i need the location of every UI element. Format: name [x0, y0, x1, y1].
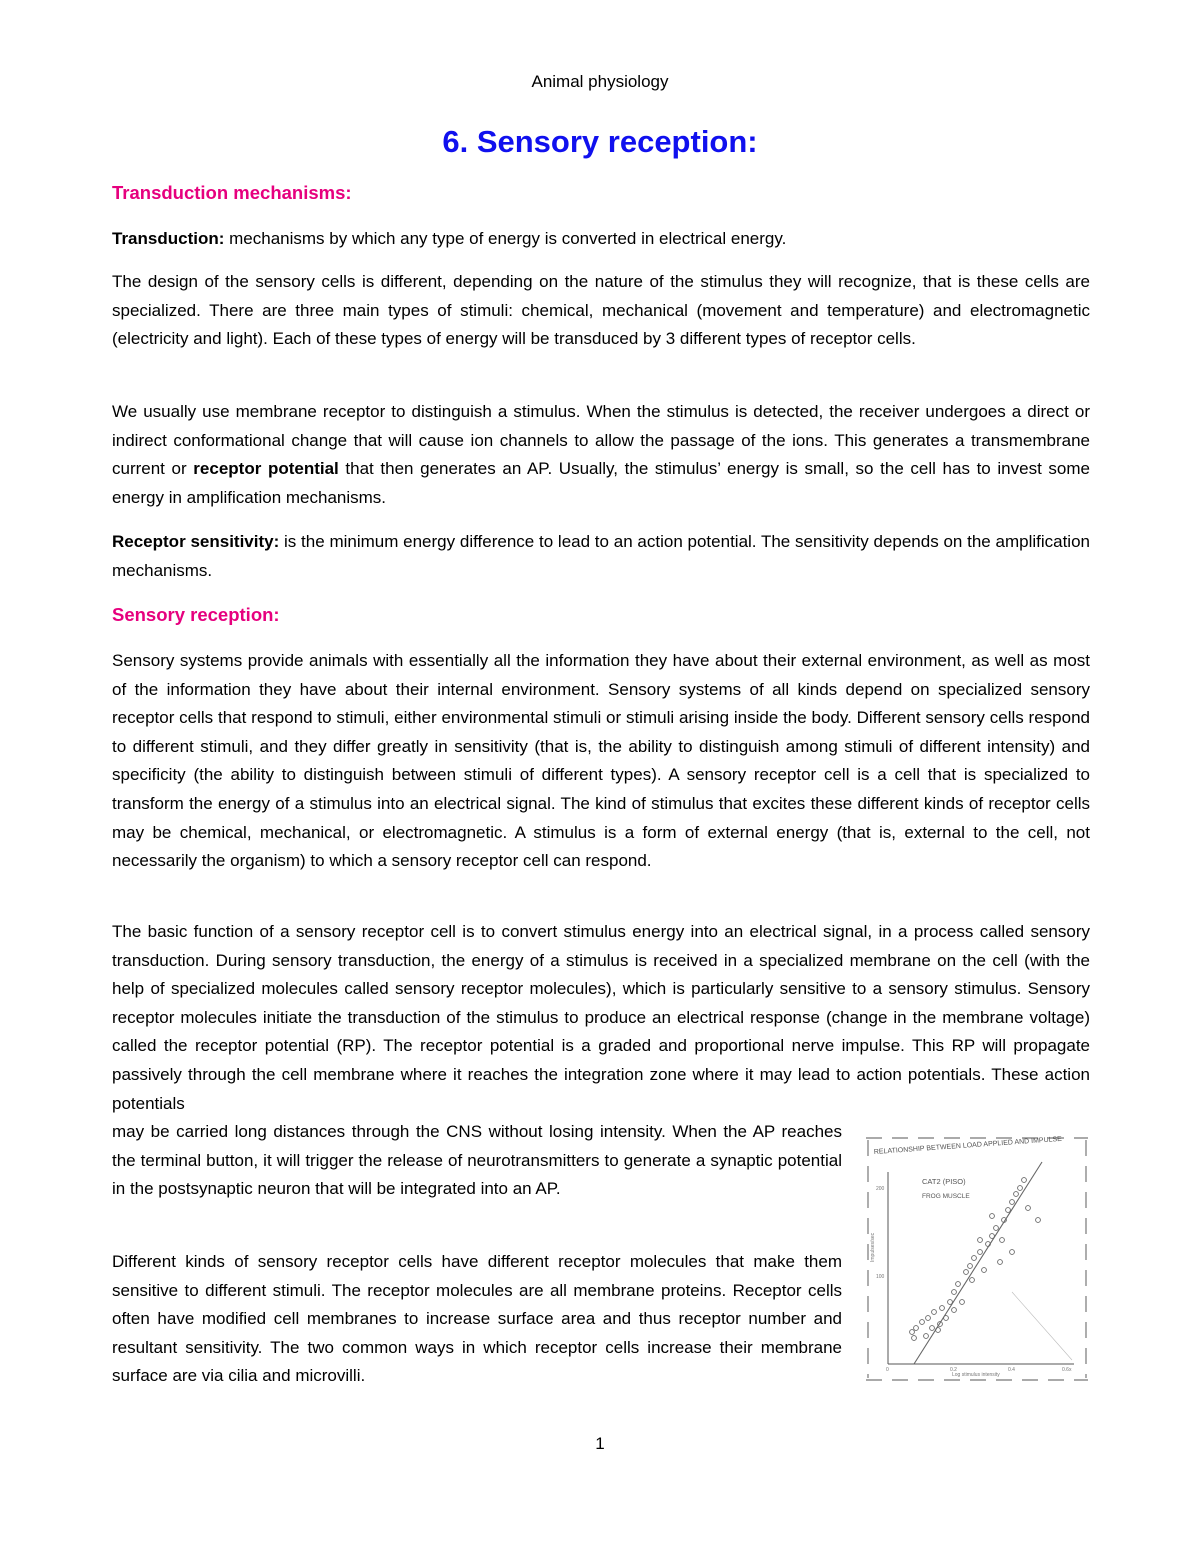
paragraph-membrane-receptor — [112, 398, 1090, 512]
heading-transduction: Transduction mechanisms: — [112, 182, 352, 203]
term-transduction: Transduction: — [112, 229, 225, 248]
paragraph-cell-design: The design of the sensory cells is different, depending on the nature of the stimulus they will recognize, that is these cells are specialized. There are three main types of stimuli: chemical, mechanical (movement and temperature) and electromagnetic (electricity and light). Each of these types of energy will be transduced by 3 different types of receptor cells. — [112, 272, 1090, 349]
term-receptor-sensitivity: Receptor sensitivity: — [112, 532, 280, 551]
definition-receptor-sensitivity: is the minimum energy difference to lead to an action potential. The sensitivity depends on the amplification mechanisms. — [112, 532, 1090, 580]
x-tick-1: 0.2 — [950, 1367, 957, 1373]
y-tick-100: 100 — [876, 1274, 885, 1280]
heading-sensory-reception: Sensory reception: — [112, 604, 280, 625]
y-axis-label: Impulses/sec — [870, 1232, 876, 1262]
page-number: 1 — [595, 1434, 605, 1453]
paragraph-transduction-definition — [112, 225, 1090, 254]
paragraph-receptor-kinds: Different kinds of sensory receptor cells have different receptor molecules that make them sensitive to different stimuli. The receptor molecules are all membrane proteins. Receptor cells often have modified cell membranes to increase surface area and thus receptor number and resultant sensitivity. The two common ways in which receptor cells increase their membrane surface are via cilia and microvilli. — [112, 1252, 842, 1386]
legend-line-1: CAT2 (PISO) — [922, 1177, 966, 1186]
paragraph-basic-function-continued: may be carried long distances through the CNS without losing intensity. When the AP reaches the terminal button, it will trigger the release of neurotransmitters to generate a synaptic potential in the postsynaptic neuron that will be integrated into an AP. — [112, 1122, 842, 1199]
x-tick-0: 0 — [886, 1367, 889, 1373]
membrane-text-1: We usually use membrane receptor to distinguish a stimulus. When the stimulus is detected, the receiver undergoes a direct or indirect conformational change that will cause ion channels to allow the passage of the ions. This generates a transmembrane current or — [112, 402, 1090, 479]
page-title: 6. Sensory reception: — [442, 124, 758, 159]
figure-caption: RELATIONSHIP BETWEEN LOAD APPLIED AND IMPULSE — [873, 1135, 1063, 1156]
membrane-text-2: that then generates an AP. Usually, the stimulus’ energy is small, so the cell has to invest some energy in amplification mechanisms. — [112, 459, 1090, 507]
running-header: Animal physiology — [531, 72, 669, 91]
y-tick-200: 200 — [876, 1186, 885, 1192]
x-tick-3: 0.6x — [1062, 1367, 1072, 1373]
scatter-figure — [862, 1132, 1092, 1382]
paragraph-basic-function: The basic function of a sensory receptor cell is to convert stimulus energy into an electrical signal, in a process called sensory transduction. During sensory transduction, the energy of a stimulus is received in a specialized membrane on the cell (with the help of specialized molecules called sensory receptor molecules), which is particularly sensitive to a sensory stimulus. Sensory receptor molecules initiate the transduction of the stimulus to produce an electrical response (change in the membrane voltage) called the receptor potential (RP). The receptor potential is a graded and proportional nerve impulse. This RP will propagate passively through the cell membrane where it reaches the integration zone where it may lead to action potentials. These action potentials — [112, 922, 1090, 1113]
definition-transduction: mechanisms by which any type of energy is converted in electrical energy. — [224, 229, 787, 248]
x-tick-2: 0.4 — [1008, 1367, 1015, 1373]
paragraph-receptor-sensitivity — [112, 528, 1090, 585]
scatter-plot-image — [862, 1132, 1092, 1382]
paragraph-sensory-systems: Sensory systems provide animals with essentially all the information they have about their external environment, as well as most of the information they have about their internal environment. Sensory systems of all kinds depend on specialized sensory receptor cells that respond to stimuli, either environmental stimuli or stimuli arising inside the body. Different sensory cells respond to different stimuli, and they differ greatly in sensitivity (that is, the ability to distinguish among stimuli of different intensity) and specificity (the ability to distinguish between stimuli of different types). A sensory receptor cell is a cell that is specialized to transform the energy of a stimulus into an electrical signal. The kind of stimulus that excites these different kinds of receptor cells may be chemical, mechanical, or electromagnetic. A stimulus is a form of external energy (that is, external to the cell, not necessarily the organism) to which a sensory receptor cell can respond. — [112, 651, 1090, 871]
term-receptor-potential: receptor potential — [193, 459, 339, 479]
legend-line-2: FROG MUSCLE — [922, 1193, 970, 1200]
x-axis-label: Log stimulus intensity — [952, 1372, 1000, 1378]
